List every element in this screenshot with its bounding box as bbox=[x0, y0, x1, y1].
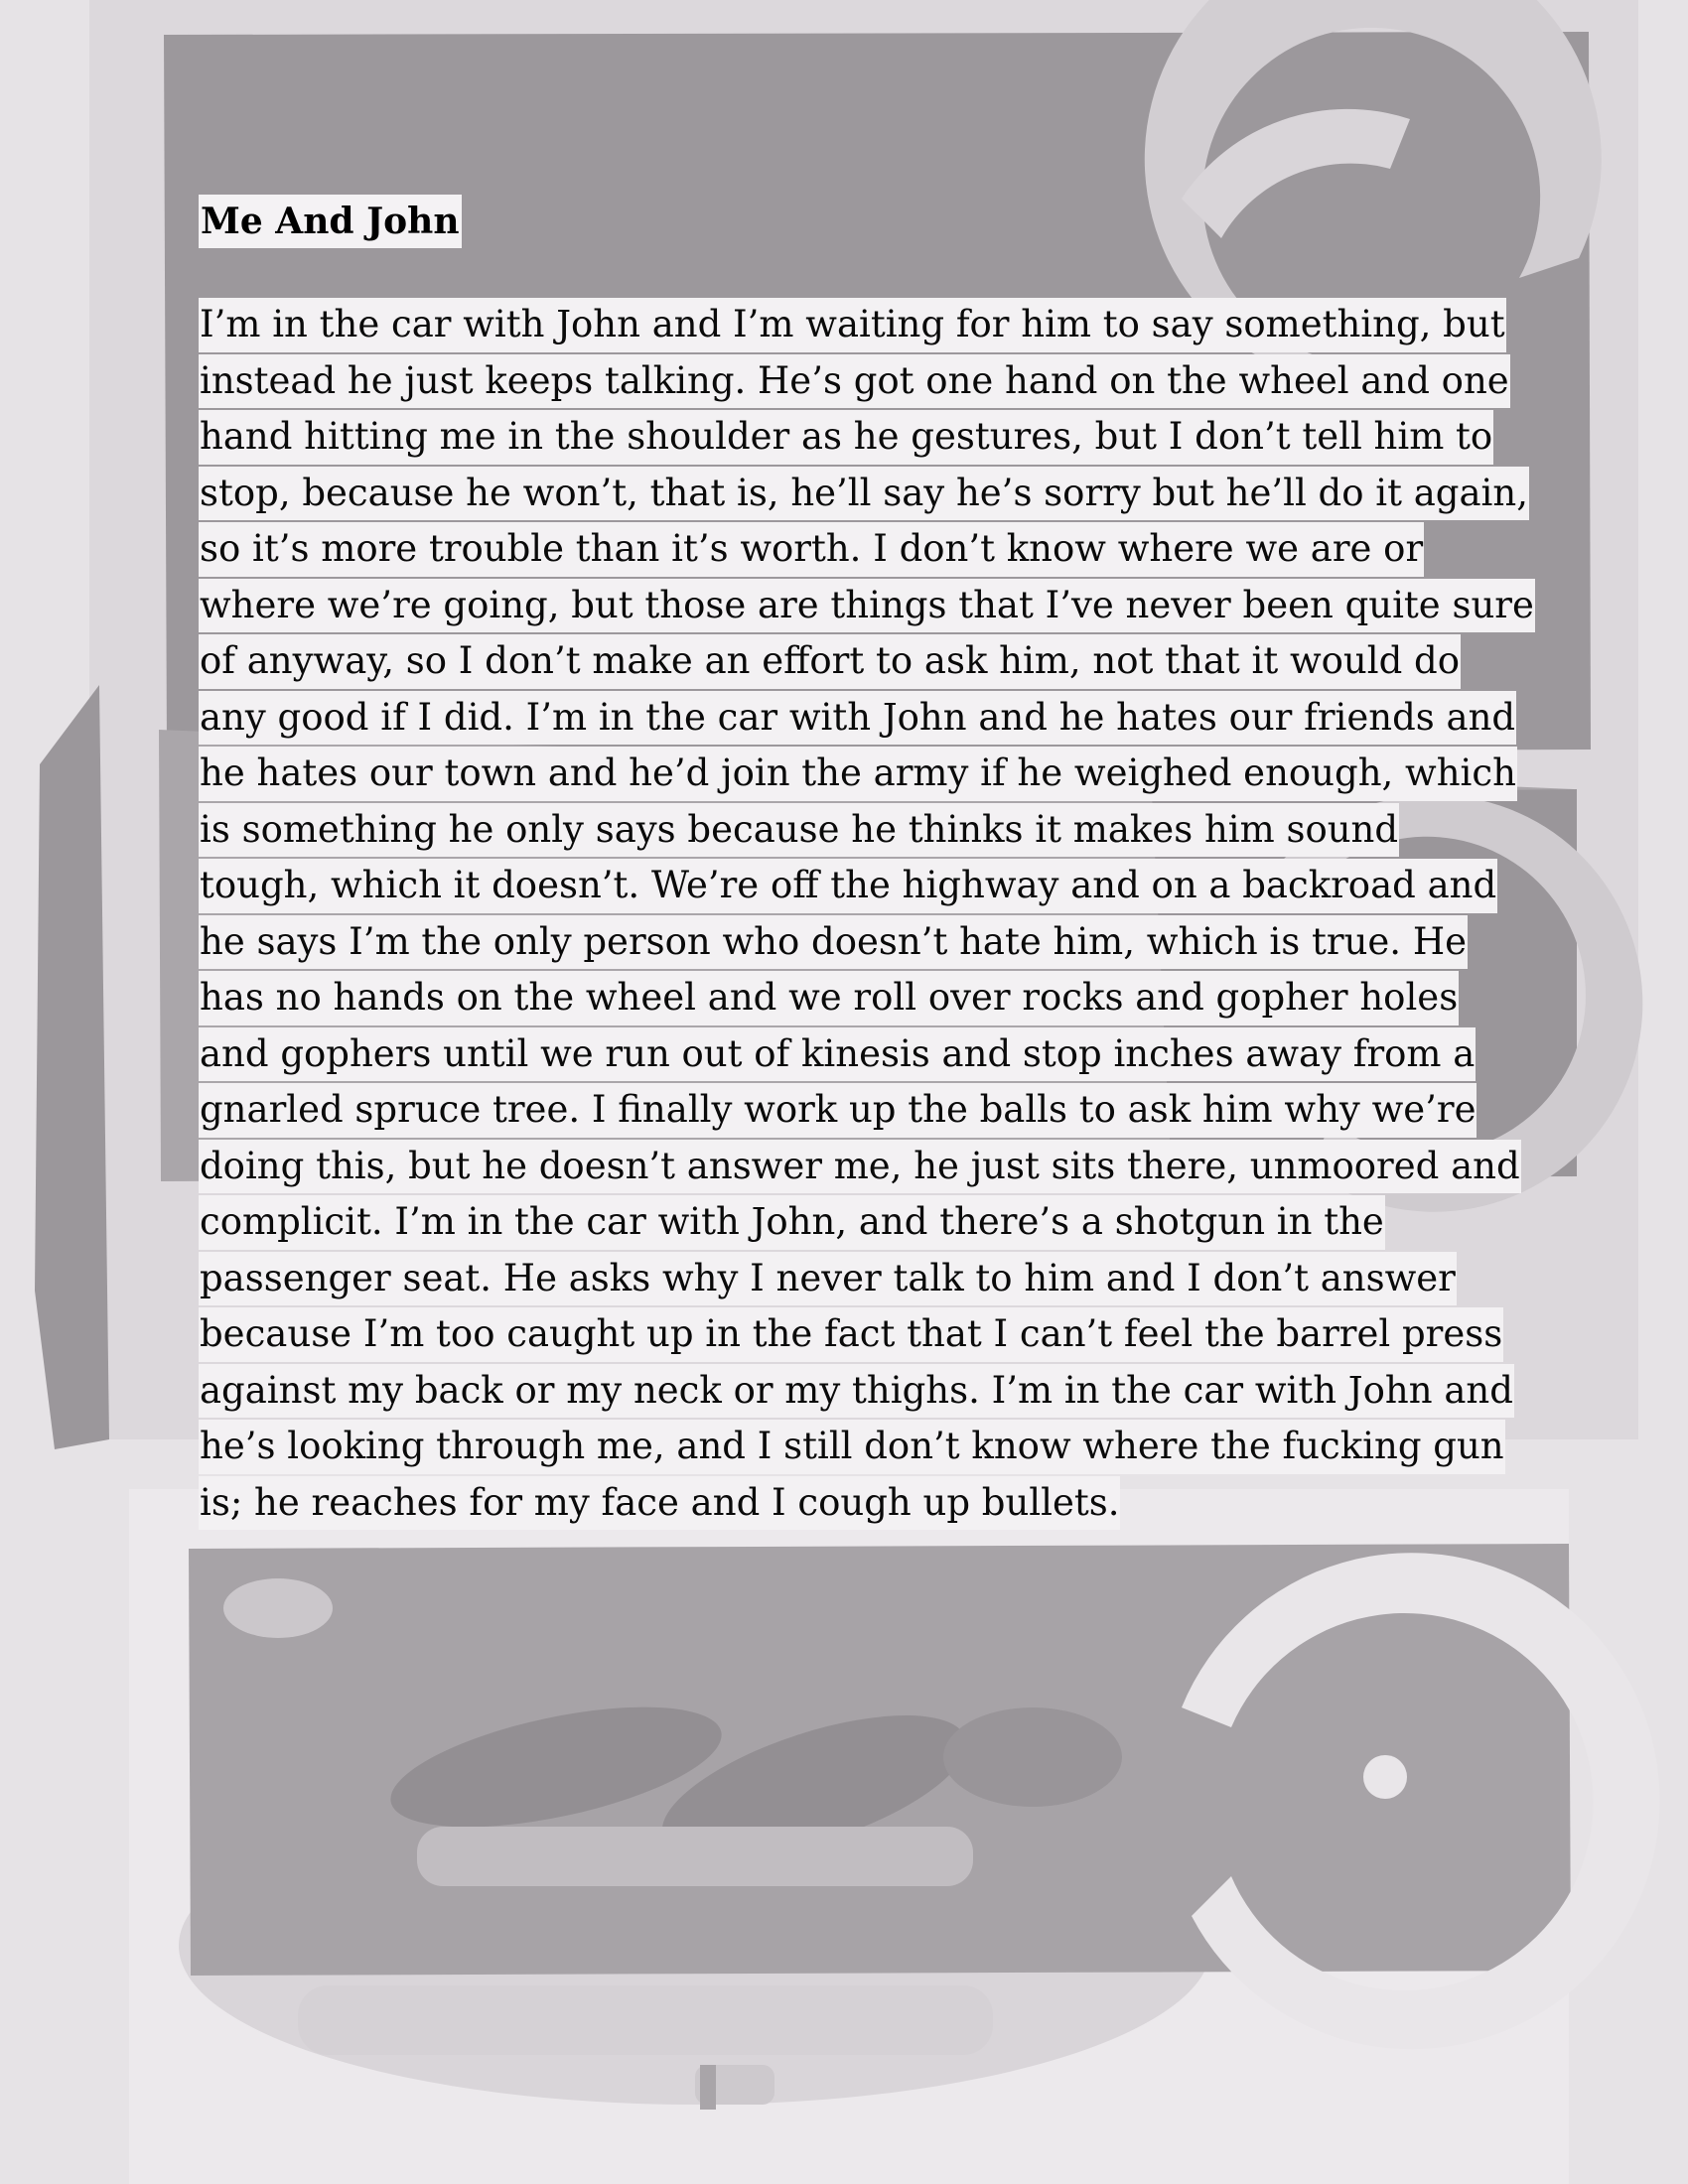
document-content bbox=[199, 195, 1534, 1532]
paragraph-line: because I’m too caught up in the fact that I can’t feel the barrel press bbox=[199, 1307, 1503, 1362]
paragraph-line: tough, which it doesn’t. We’re off the highway and on a backroad and bbox=[199, 859, 1497, 913]
paragraph-line: he’s looking through me, and I still don’t know where the fucking gun bbox=[199, 1420, 1505, 1474]
paragraph-line: is; he reaches for my face and I cough up bullets. bbox=[199, 1476, 1120, 1531]
paragraph-line: passenger seat. He asks why I never talk to him and I don’t answer bbox=[199, 1252, 1457, 1306]
paragraph-line: I’m in the car with John and I’m waiting for him to say something, but bbox=[199, 298, 1506, 352]
body-paragraph bbox=[199, 298, 1534, 1532]
paragraph-line: hand hitting me in the shoulder as he gestures, but I don’t tell him to bbox=[199, 410, 1493, 465]
document-title: Me And John bbox=[199, 195, 462, 248]
paragraph-line: is something he only says because he thinks it makes him sound bbox=[199, 803, 1399, 858]
paragraph-line: stop, because he won’t, that is, he’ll say he’s sorry but he’ll do it again, bbox=[199, 467, 1529, 521]
paragraph-line: has no hands on the wheel and we roll over rocks and gopher holes bbox=[199, 971, 1459, 1025]
paragraph-line: and gophers until we run out of kinesis and stop inches away from a bbox=[199, 1027, 1476, 1082]
paragraph-line: doing this, but he doesn’t answer me, he just sits there, unmoored and bbox=[199, 1140, 1521, 1194]
paragraph-line: any good if I did. I’m in the car with John and he hates our friends and bbox=[199, 691, 1516, 746]
paragraph-line: against my back or my neck or my thighs. I’m in the car with John and bbox=[199, 1364, 1514, 1419]
paragraph-line: of anyway, so I don’t make an effort to ask him, not that it would do bbox=[199, 634, 1461, 689]
paragraph-line: where we’re going, but those are things that I’ve never been quite sure bbox=[199, 579, 1535, 633]
paragraph-line: instead he just keeps talking. He’s got one hand on the wheel and one bbox=[199, 354, 1510, 409]
paragraph-line: he says I’m the only person who doesn’t hate him, which is true. He bbox=[199, 915, 1468, 970]
paragraph-line: so it’s more trouble than it’s worth. I don’t know where we are or bbox=[199, 522, 1424, 577]
paragraph-line: complicit. I’m in the car with John, and there’s a shotgun in the bbox=[199, 1195, 1385, 1250]
paragraph-line: he hates our town and he’d join the army if he weighed enough, which bbox=[199, 747, 1517, 801]
paragraph-line: gnarled spruce tree. I finally work up the balls to ask him why we’re bbox=[199, 1083, 1477, 1138]
